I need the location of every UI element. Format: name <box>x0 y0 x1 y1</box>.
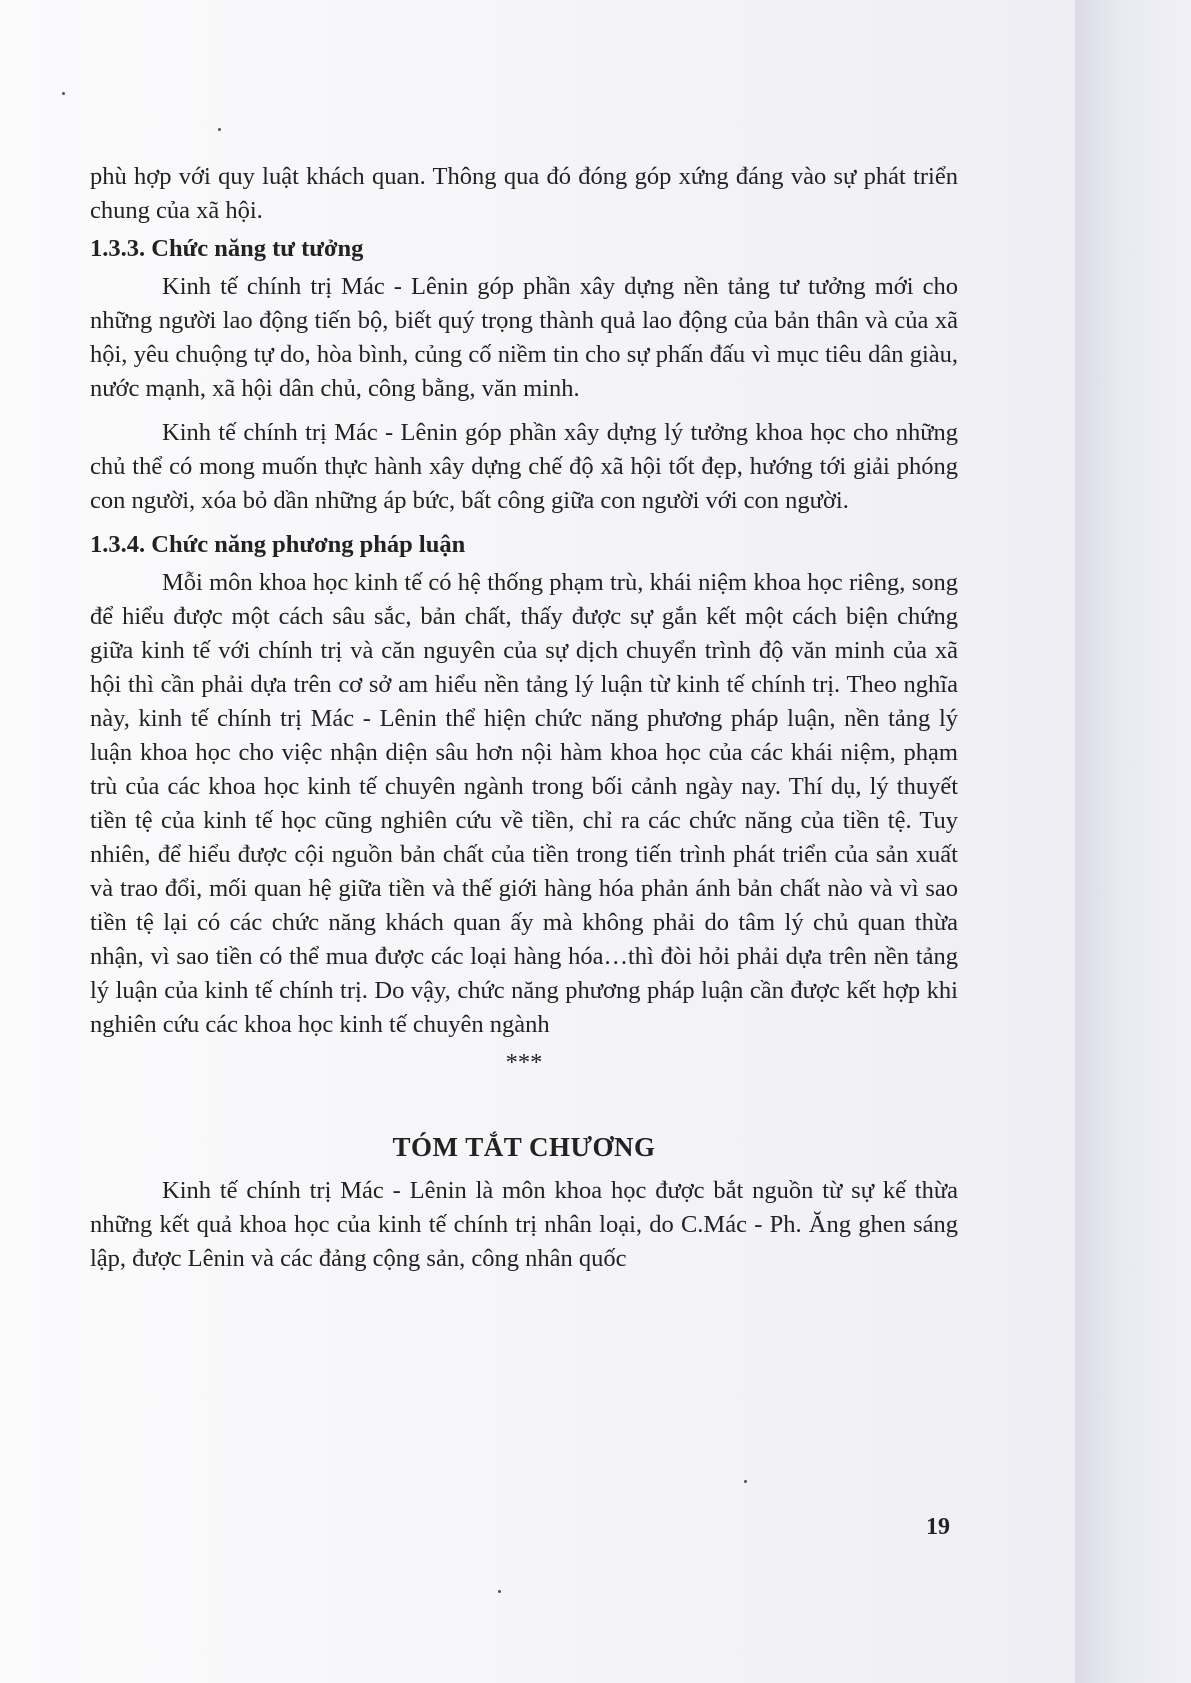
section-separator: *** <box>505 1049 543 1076</box>
chapter-summary-title: TÓM TẮT CHƯƠNG <box>392 1132 656 1162</box>
paragraph-continuation: phù hợp với quy luật khách quan. Thông qua đó đóng góp xứng đáng vào sự phát triển chung của xã hội. <box>90 163 958 224</box>
section-heading-1-3-4: 1.3.4. Chức năng phương pháp luận <box>90 531 466 558</box>
chapter-summary-text: Kinh tế chính trị Mác - Lênin là môn khoa học được bắt nguồn từ sự kế thừa những kết quả khoa học của kinh tế chính trị nhân loại, do C.Mác - Ph. Ăng ghen sáng lập, được Lênin và các đảng cộng sản, công nhân quốc <box>90 1177 958 1272</box>
section-heading-1-3-3: 1.3.3. Chức năng tư tưởng <box>90 235 364 262</box>
paragraph-ideology-1: Kinh tế chính trị Mác - Lênin góp phần xây dựng nền tảng tư tưởng mới cho những người lao động tiến bộ, biết quý trọng thành quả lao động của bản thân và của xã hội, yêu chuộng tự do, hòa bình, củng cố niềm tin cho sự phấn đấu vì mục tiêu dân giàu, nước mạnh, xã hội dân chủ, công bằng, văn minh. <box>90 273 958 402</box>
paragraph-methodology: Mỗi môn khoa học kinh tế có hệ thống phạm trù, khái niệm khoa học riêng, song để hiểu được một cách sâu sắc, bản chất, thấy được sự gắn kết một cách biện chứng giữa kinh tế với chính trị và căn nguyên của sự dịch chuyển trình độ văn minh của xã hội thì cần phải dựa trên cơ sở am hiểu nền tảng lý luận từ kinh tế chính trị. Theo nghĩa này, kinh tế chính trị Mác - Lênin thể hiện chức năng phương pháp luận, nền tảng lý luận khoa học cho việc nhận diện sâu hơn nội hàm khoa học của các khái niệm, phạm trù của các khoa học kinh tế chuyên ngành trong bối cảnh ngày nay. Thí dụ, lý thuyết tiền tệ của kinh tế học cũng nghiên cứu về tiền, chỉ ra các chức năng của tiền tệ. Tuy nhiên, để hiểu được cội nguồn bản chất của tiền trong tiến trình phát triển của sản xuất và trao đổi, mối quan hệ giữa tiền và thế giới hàng hóa phản ánh bản chất nào và vì sao tiền tệ lại có các chức năng khách quan ấy mà không phải do tâm lý chủ quan thừa nhận, vì sao tiền có thể mua được các loại hàng hóa…thì đòi hỏi phải dựa trên nền tảng lý luận của kinh tế chính trị. Do vậy, chức năng phương pháp luận cần được kết hợp khi nghiên cứu các khoa học kinh tế chuyên ngành <box>90 569 958 1038</box>
document-page <box>90 160 958 1276</box>
page-edge-shadow <box>1075 0 1191 1683</box>
paragraph-ideology-2: Kinh tế chính trị Mác - Lênin góp phần xây dựng lý tưởng khoa học cho những chủ thể có mong muốn thực hành xây dựng chế độ xã hội tốt đẹp, hướng tới giải phóng con người, xóa bỏ dần những áp bức, bất công giữa con người với con người. <box>90 419 958 514</box>
page-number: 19 <box>926 1514 950 1540</box>
